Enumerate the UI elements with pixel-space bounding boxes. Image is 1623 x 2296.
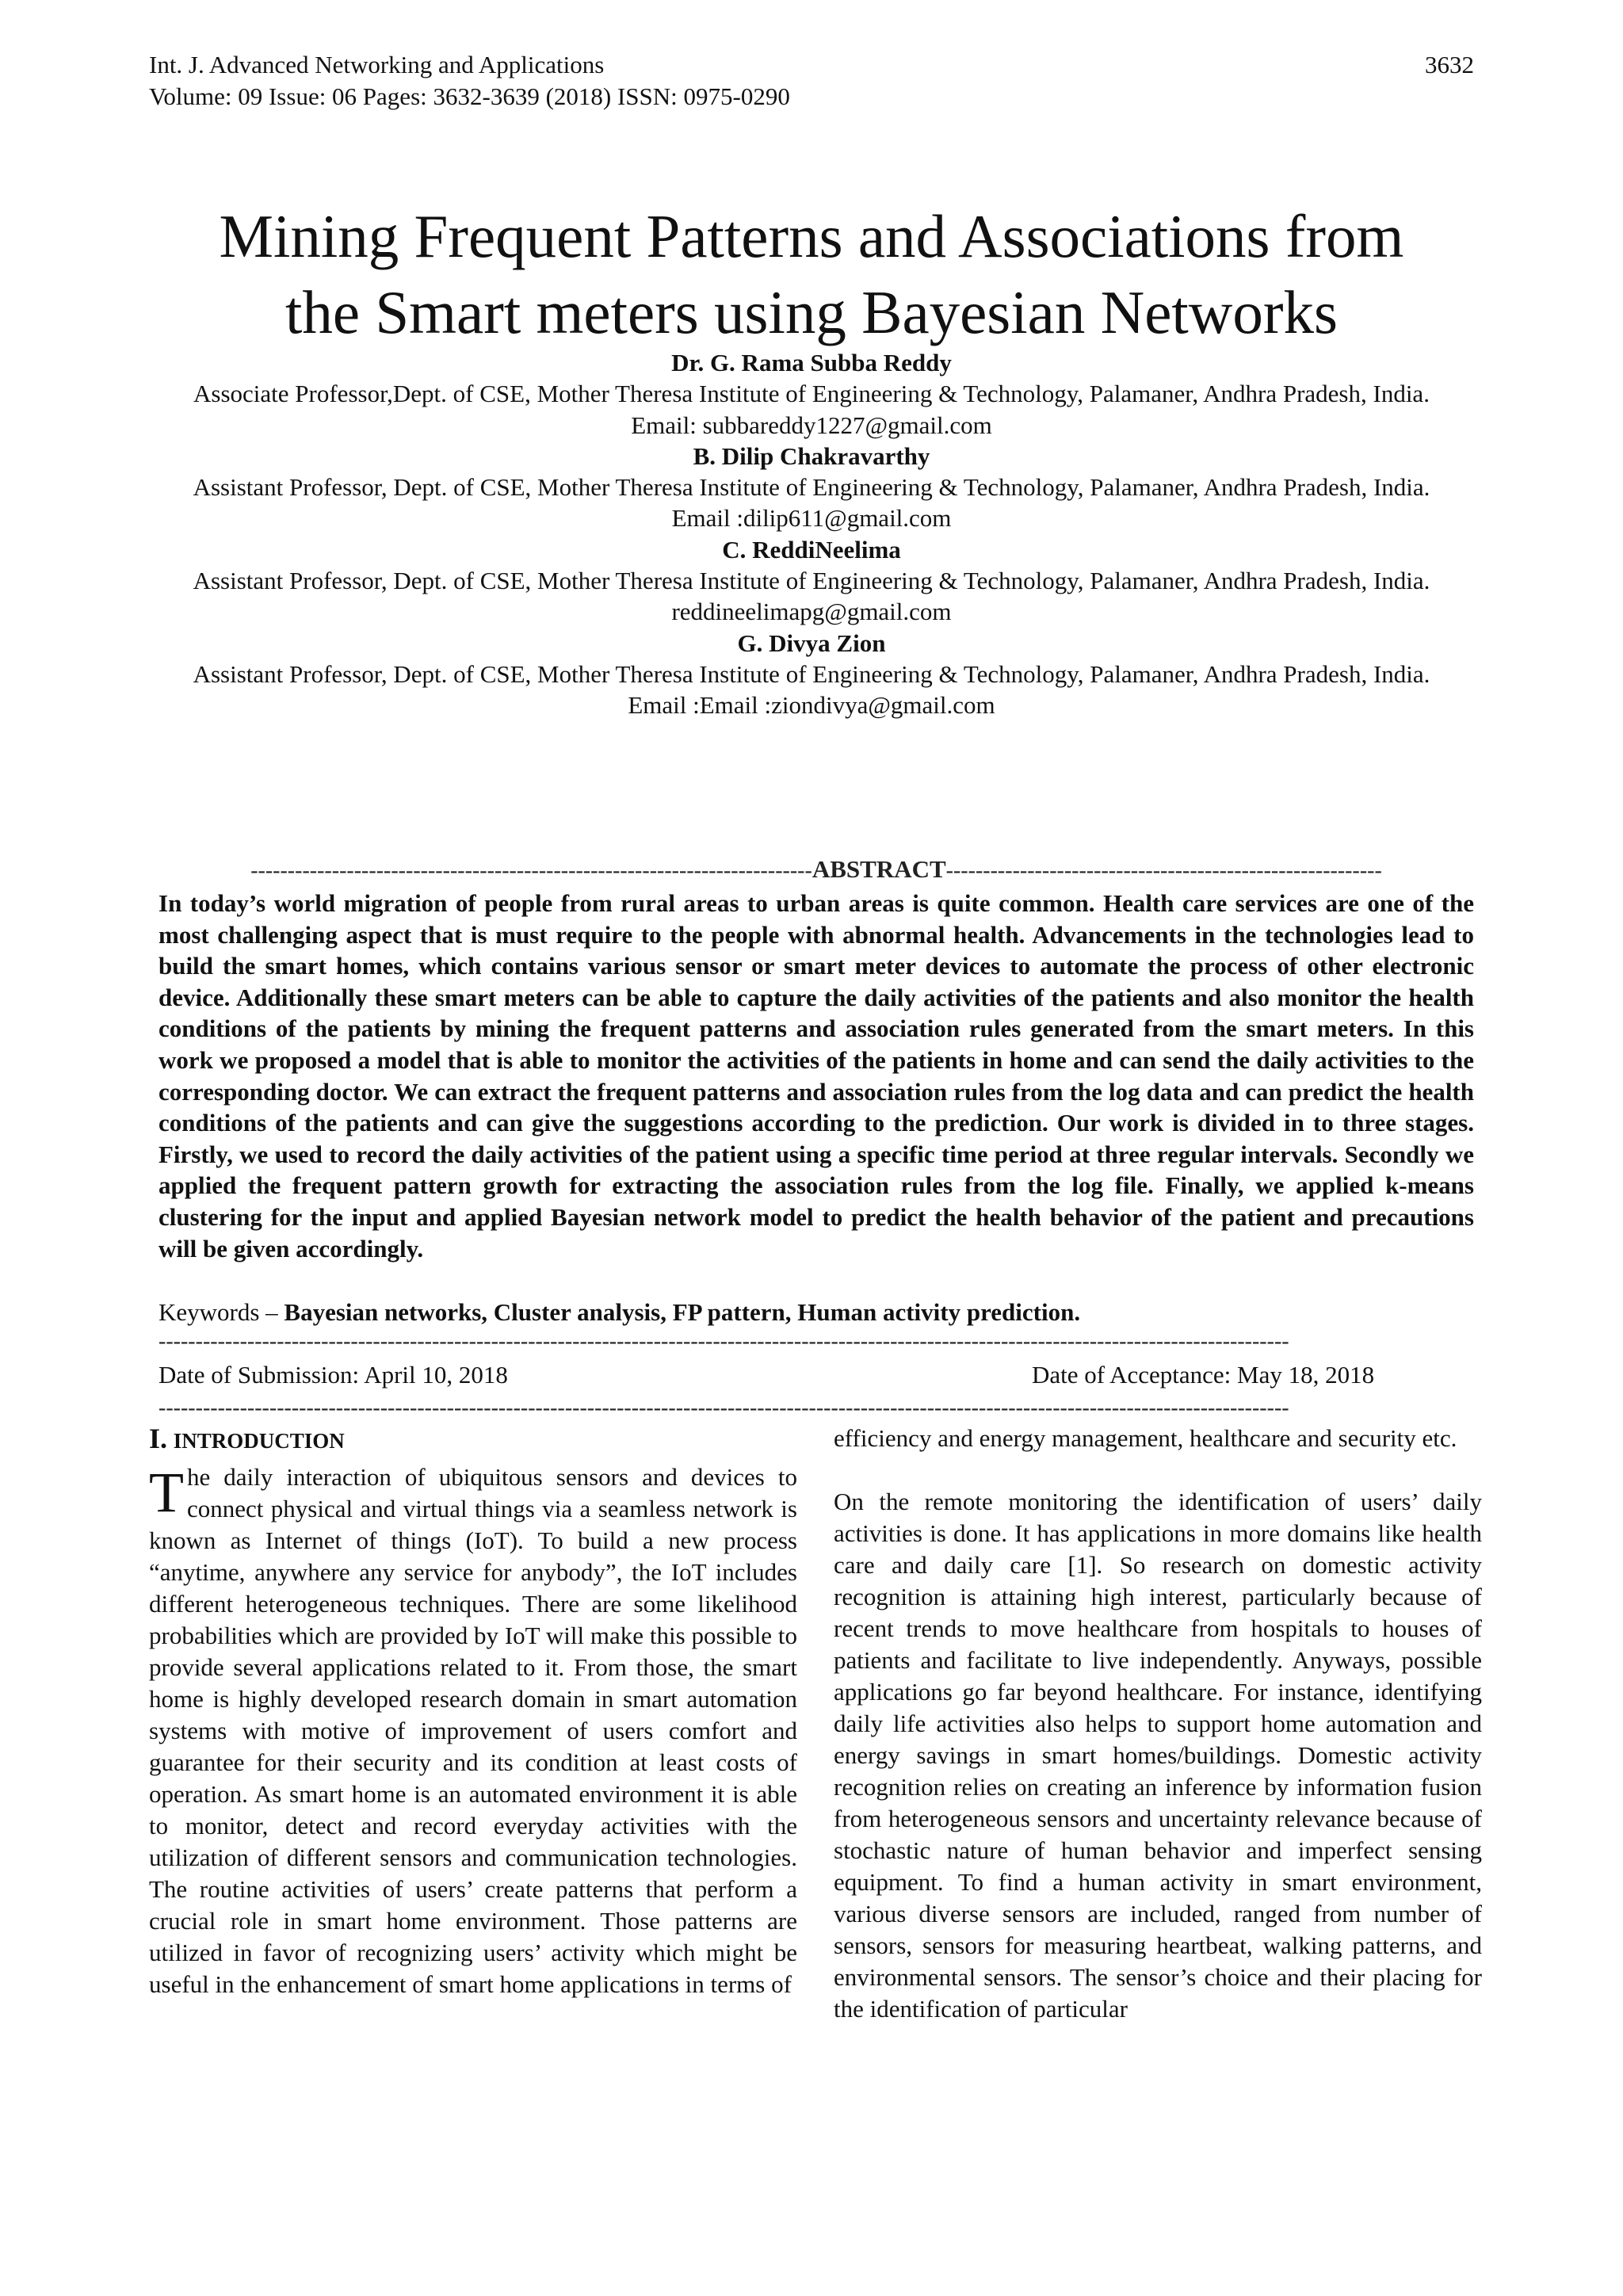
author-name: G. Divya Zion — [737, 628, 886, 657]
acceptance-date: Date of Acceptance: May 18, 2018 — [1032, 1361, 1375, 1389]
abstract-text: In today’s world migration of people from rural areas to urban areas is quite common. Health care services are one of the most challenging aspect that is must require to the people with abnormal health. Advancements in the technologies lead to build the smart homes, which contains various sensor or smart meter devices to automate the process of other electronic device. Additionally these smart meters can be able to capture the daily activities of the patients and also monitor the health conditions of the patients by mining the frequent patterns and association rules generated from the smart meters. In this work we proposed a model that is able to monitor the activities of the patients in home and can send the daily activities to the corresponding doctor. We can extract the frequent patterns and association rules from the log data and can predict the health conditions of the patients and can give the suggestions according to the prediction. Our work is divided in to three stages. Firstly, we used to record the daily activities of the patient using a specific time period at three regular intervals. Secondly we applied the frequent pattern growth for extracting the association rules from the log file. Finally, we applied k-means clustering for the input and applied Bayesian network model to predict the health behavior of the patient and precautions will be given accordingly. — [158, 889, 1474, 1263]
keywords — [158, 1297, 1474, 1328]
author-name: C. ReddiNeelima — [722, 535, 901, 563]
author-affiliation: Assistant Professor, Dept. of CSE, Mother Theresa Institute of Engineering & Technology, Palamaner, Andhra Pradesh, India. — [193, 567, 1430, 595]
intro-paragraph-1-continued: efficiency and energy management, healthcare and security etc. — [834, 1424, 1457, 1452]
keywords-values: Bayesian networks, Cluster analysis, FP pattern, Human activity prediction. — [284, 1298, 1081, 1326]
left-column — [149, 1423, 797, 2000]
author-affiliation: Assistant Professor, Dept. of CSE, Mother Theresa Institute of Engineering & Technology, Palamaner, Andhra Pradesh, India. — [193, 659, 1430, 688]
intro-paragraph-2: On the remote monitoring the identification of users’ daily activities is done. It has applications in more domains like health care and daily care [1]. So research on domestic activity recognition is attaining high interest, particularly because of recent trends to move healthcare from hospitals to houses of patients and facilitate to live independently. Anyways, possible applications go far beyond healthcare. For instance, identifying daily life activities also helps to support home automation and energy savings in smart homes/buildings. Domestic activity recognition relies on creating an inference by information fusion from heterogeneous sensors and uncertainty relevance because of stochastic nature of human behavior and imperfect sensing equipment. To find a human activity in smart environment, various diverse sensors are included, ranged from number of sensors, sensors for measuring heartbeat, walking patterns, and environmental sensors. The sensor’s choice and their placing for the identification of particular — [834, 1488, 1482, 2023]
author-email: reddineelimapg@gmail.com — [671, 598, 952, 626]
submission-date: Date of Submission: April 10, 2018 — [158, 1361, 508, 1389]
dates-row — [158, 1359, 1411, 1391]
dashed-rule: --------------------------------------------------------------------------------------------------------------------------------------------------------- — [158, 1329, 1289, 1354]
journal-name: Int. J. Advanced Networking and Applications — [149, 51, 605, 78]
section-number: I. — [149, 1423, 168, 1454]
running-header — [149, 49, 1474, 113]
author-email: Email :Email :ziondivya@gmail.com — [628, 691, 995, 720]
intro-paragraph-1-text: he daily interaction of ubiquitous sensors and devices to connect physical and virtual things via a seamless network is known as Internet of things (IoT). To build a new process “anytime, anywhere any service for anybody”, the IoT includes different heterogeneous techniques. There are some likelihood probabilities which are provided by IoT will make this possible to provide several applications related to it. From those, the smart home is highly developed research domain in smart automation systems with motive of improvement of users comfort and guarantee for their security and its condition at least costs of operation. As smart home is an automated environment it is able to monitor, detect and record everyday activities with the utilization of different sensors and communication technologies. The routine activities of users’ create patterns that perform a crucial role in smart home environment. Those patterns are utilized in favor of recognizing users’ activity which might be useful in the enhancement of smart home applications in terms of — [149, 1463, 797, 1998]
abstract-heading-line — [158, 856, 1474, 884]
section-title: INTRODUCTION — [173, 1429, 345, 1453]
author-name: B. Dilip Chakravarthy — [693, 441, 930, 470]
paper-title — [111, 198, 1512, 350]
abstract-dashes-left: ---------------------------------------------------------------------------- — [250, 858, 812, 883]
volume-info: Volume: 09 Issue: 06 Pages: 3632-3639 (2018) ISSN: 0975-0290 — [149, 82, 790, 110]
intro-paragraph-1 — [149, 1461, 797, 2000]
author-name: Dr. G. Rama Subba Reddy — [671, 349, 952, 376]
page-number: 3632 — [1425, 51, 1474, 78]
author-affiliation: Associate Professor,Dept. of CSE, Mother Theresa Institute of Engineering & Technology, Palamaner, Andhra Pradesh, India. — [193, 380, 1430, 408]
right-column — [834, 1423, 1482, 2025]
dashed-rule: --------------------------------------------------------------------------------------------------------------------------------------------------------- — [158, 1396, 1289, 1420]
abstract-heading: ABSTRACT — [812, 856, 946, 883]
author-block — [149, 347, 1474, 721]
author-email: Email: subbareddy1227@gmail.com — [631, 411, 992, 439]
drop-cap: T — [149, 1461, 184, 1524]
title-line-2: the Smart meters using Bayesian Networks — [285, 278, 1338, 346]
author-email: Email :dilip611@gmail.com — [671, 504, 952, 533]
keywords-label: Keywords – — [158, 1298, 278, 1326]
author-affiliation: Assistant Professor, Dept. of CSE, Mother Theresa Institute of Engineering & Technology, Palamaner, Andhra Pradesh, India. — [193, 473, 1430, 502]
title-line-1: Mining Frequent Patterns and Associations from — [219, 202, 1404, 270]
abstract-dashes-right: ----------------------------------------------------------- — [945, 858, 1382, 883]
section-heading — [149, 1423, 797, 1457]
